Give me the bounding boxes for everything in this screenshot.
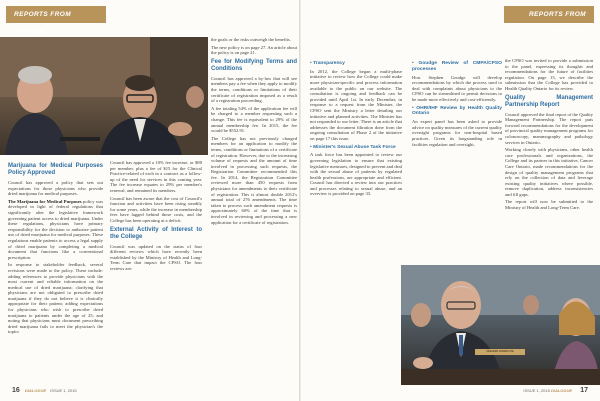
- transparency-column: [310, 58, 402, 199]
- ohri-review-heading: • OHRI/IHF Review by Health Quality Ontario: [412, 105, 502, 117]
- goudge-review-heading: • Goudge Review of CMPA/CPSO processes: [412, 61, 502, 72]
- goudge-review-column: [412, 58, 502, 149]
- footer-left: [8, 385, 77, 397]
- issue-label: ISSUE 1, 2015: [523, 388, 550, 393]
- policy-name-lead: The Marijuana for Medical Purposes: [8, 198, 82, 204]
- marijuana-policy-column: [8, 160, 103, 337]
- task-force-heading: • Minister's Sexual Abuse Task Force: [310, 144, 396, 150]
- external-activity-heading: External Activity of Interest to the College: [110, 226, 202, 240]
- body-paragraph: A task force has been appointed to review our governing legislation to ensure that existing legislative measures, designed to prevent and deal with the sexual abuse of patients by regulated health professions, are appropriate and efficient. Council has directed a review into our practices and processes relating to sexual abuse, and an overview is provided on page 33.: [310, 152, 402, 197]
- issue-label: ISSUE 1, 2015: [50, 388, 77, 393]
- body-paragraph: Council has been aware that the cost of Council's function and activities have been rising steadily for some years, while the increase in membership fees have lagged behind those costs, and the College has been operating at a deficit.: [110, 195, 202, 223]
- body-paragraph: The new policy is on page 27. An article about the policy is on page 21.: [211, 44, 297, 56]
- body-paragraph: the CPSO was invited to provide a submission to the panel, expressing its thoughts and recommendations for the future of facilities regulation. On page 15, we describe the submission that the College has provided to Health Quality Ontario for its review.: [505, 58, 593, 91]
- body-paragraph: In response to stakeholder feedback, several revisions were made to the policy. These include: adding references to provide physicians with the most current and reliable information on the medical use of dried marijuana; clarifying that physicians are not obligated to prescribe dried marijuana if they do not believe it is clinically appropriate for their patient; adding expectations for physicians who wish to prescribe dried marijuana to patients under the age of 25; and noting that physicians must document prescribing dried marijuana fails to meet the physician's the topics: [8, 262, 103, 335]
- quality-management-heading: Quality Management Partnership Report: [505, 94, 593, 108]
- body-paragraph: Council was updated on the status of four different reviews which have recently been established by the Ministry of Health and Long-Term Care that impact the CPSO. The four reviews are:: [110, 243, 202, 271]
- page-number: 16: [12, 387, 20, 394]
- fees-column: [110, 160, 202, 274]
- body-paragraph: the goals or the risks outweigh the benefits.: [211, 37, 291, 42]
- body-paragraph: Hon. Stephen Goudge will develop recommendations by which the process used to deal with complaints about physicians to the CPSO can be streamlined to permit decisions to be made more effectively and cost-efficiently.: [412, 74, 502, 102]
- body-paragraph: Working closely with physicians, other health care professionals and organizations, the College and its partner in this initiative, Cancer Care Ontario, made recommendations for the design of quality management programs that rely on the collection of data and leverage existing quality initiatives where possible, remove duplication, address inconsistencies and fill gaps.: [505, 147, 593, 197]
- body-paragraph: A fee totaling 54% of the application fee will be charged to a member requesting such a change. This fee is equivalent to 29% of the annual membership fee. In 2015, the fee would be $552.91.: [211, 105, 297, 134]
- body-paragraph: Council has approved a by-law that will see members pay a fee when they apply to modify the terms, conditions or limitations of their certificate of registration imposed as a result of a registration proceeding.: [211, 75, 297, 104]
- fee-modifying-terms-heading: Fee for Modifying Terms and Conditions: [211, 58, 297, 72]
- quality-management-column: [505, 58, 593, 213]
- body-paragraph: The report will now be submitted to the Ministry of Health and Long-Term Care.: [505, 199, 593, 211]
- body-paragraph: policy was developed in light of federal regulations that significantly alter the legislative framework governing patient access to dried marijuana. Under these regulations, physicians have primary responsibility for the decision to authorize patient use of dried marijuana for medical purposes. These regulations enable patients to access a legal supply of dried marijuana by completing a medical document that functions like a conventional prescription.: [8, 198, 103, 260]
- body-paragraph: The College has not previously charged members for an application to modify the terms, conditions or limitations of a certificate of registration. However, due to the increasing volume of requests and the amount of time involved in processing such requests, the Registration Committee recommended this fee. In 2014, the Registration Committee reviewed more than 450 requests from physicians for amendments to their certificate of registration. This is almost double 2012's annual total of 276 amendments. The time taken to process such amendment requests is approximately 60% of the time that is involved in reviewing and processing a new application for a certificate of registration.: [211, 135, 297, 225]
- body-paragraph: Council has approved a 10% fee increase, or $80 per member, plus a fee of $15 for the Clinical Practice-related of each in a contract as a follow-up of the need for services in this coming year. The fee increase equates to 29% per member's renewal, and remained its members.: [110, 160, 202, 193]
- section-tab-left: REPORTS FROM COUNCIL: [6, 6, 106, 23]
- section-tab-right: REPORTS FROM COUNCIL: [504, 6, 594, 23]
- transparency-heading: • Transparency: [310, 61, 345, 66]
- body-paragraph: An expert panel has been asked to provide advice on quality measures of the current quality oversight programs for non-hospital based practices. Given its longstanding role in facilities regulation and oversight,: [412, 119, 502, 147]
- fee-modifying-terms-column: [211, 37, 297, 227]
- magazine-name: DIALOGUE: [24, 388, 47, 393]
- speaker-nameplate: SPEAKER NAMEPLATE: [475, 349, 525, 355]
- marijuana-policy-heading: Marijuana for Medical Purposes Policy Approved: [8, 163, 103, 176]
- council-meeting-photo-right: [401, 265, 600, 385]
- magazine-name: DIALOGUE: [550, 388, 573, 393]
- page-number: 17: [580, 387, 588, 394]
- body-paragraph: Council approved the final report of the Quality Management Partnership. The report puts forward recommendations for the development of provincial quality management programs for colonoscopy, mammography and pathology services in Ontario.: [505, 111, 593, 145]
- footer-right: [523, 385, 592, 397]
- body-paragraph: In 2012, the College began a multi-phase initiative to review how the College could make more physician-specific and process information available to the public on our website. The consultation is ongoing and feedback can be provided until April 1st. In early December, in response to a request from the Minister, the CPSO sent the Ministry a letter detailing our initiative and planned activities. The Minister has not responded to our letter. There is an article that addresses the document filtration done from the ongoing consultation of Phase 2 of the initiative on page 17 this issue.: [310, 68, 402, 141]
- body-paragraph: Council has approved a policy that sets out expectations for those physicians who provide dried marijuana for medical purposes.: [8, 180, 103, 197]
- council-meeting-photo-left: [0, 37, 208, 155]
